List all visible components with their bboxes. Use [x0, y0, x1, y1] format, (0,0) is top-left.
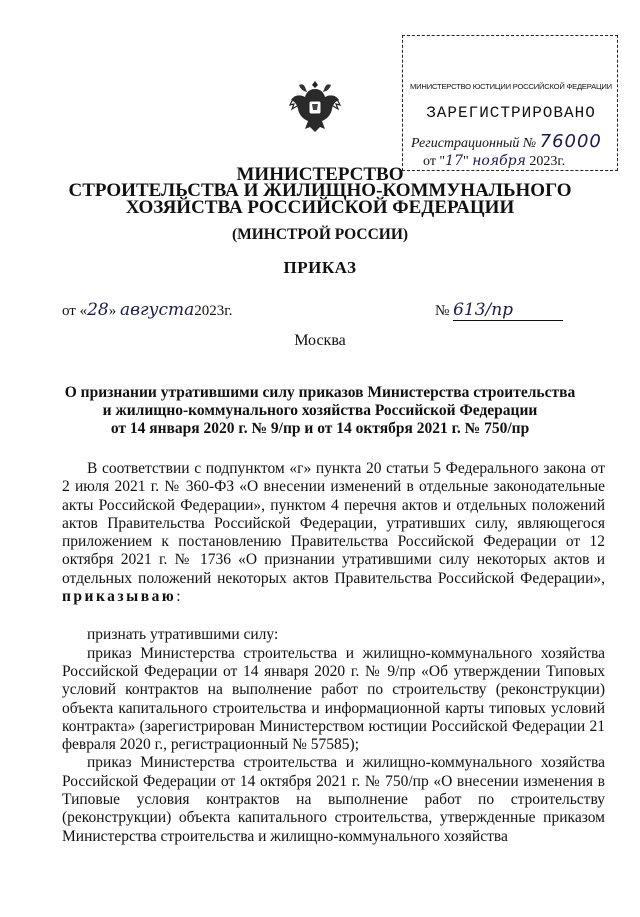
decision-paragraph: признать утратившими силу:: [87, 626, 279, 644]
order-date-year: 2023: [194, 303, 225, 319]
stamp-reg-value: 76000: [539, 131, 602, 152]
document-kind: ПРИКАЗ: [283, 258, 357, 277]
stamp-date-year: 2023: [529, 154, 558, 169]
preamble-paragraph: [62, 460, 605, 606]
stamp-date-day: 17: [445, 153, 463, 169]
preamble-text: В соответствии с подпунктом «г» пункта 20 статьи 5 Федерального закона от 2 июля 2021 г. № 360-ФЗ «О внесении изменений в отдельные законодательные акты Российской Федерации», пунктом 4 перечня актов и отдельных положений актов Правительства Российской Федерации, утративших силу, являющегося приложением к постановлению Правительства Российской Федерации от 12 октября 2021 г. № 1736 «О признании утратившими силу некоторых актов и отдельных положений некоторых актов Правительства Российской Федерации»,: [62, 460, 605, 587]
ministry-short-name: (МИНСТРОЙ РОССИИ): [231, 226, 409, 243]
stamp-date-prefix: от ": [423, 154, 446, 169]
stamp-date-suffix: г.: [557, 154, 566, 169]
order-date: [62, 300, 232, 320]
order-body: [62, 460, 605, 846]
city: Москва: [294, 332, 346, 349]
repealed-order-1: приказ Министерства строительства и жилищно-коммунального хозяйства Российской Федерации от 14 января 2020 г. № 9/пр «Об утверждении Типовых условий контрактов на выполнение работ по строительству (реконструкции) объекта капитального строительства и информационной карты типовых условий контракта» (зарегистрирован Министерством юстиции Российской Федерации 21 февраля 2020 г., регистрационный № 57585);: [62, 644, 605, 754]
coat-of-arms-emblem-icon: [287, 75, 343, 137]
ministry-title-line3: ХОЗЯЙСТВА РОССИЙСКОЙ ФЕДЕРАЦИИ: [125, 197, 515, 218]
repealed-order-2: приказ Министерства строительства и жилищно-коммунального хозяйства Российской Федерации от 14 октября 2021 г. № 750/пр «О внесении изменения в Типовые условия контрактов на выполнение работ по строительству (реконструкции) объекта капитального строительства, утвержденные приказом Министерства строительства и жилищно-коммунального хозяйства: [62, 754, 605, 845]
order-date-month: августа: [120, 300, 195, 320]
order-title-line2: и жилищно-коммунального хозяйства Российской Федерации: [102, 402, 538, 419]
order-number: [435, 300, 563, 321]
stamp-registration-number: [411, 131, 602, 152]
order-number-prefix: №: [435, 303, 450, 319]
ministry-title-line2: СТРОИТЕЛЬСТВА И ЖИЛИЩНО-КОММУНАЛЬНОГО: [68, 180, 572, 201]
order-date-day: 28: [87, 300, 109, 320]
order-word: приказываю: [62, 588, 177, 606]
stamp-date-month: ноября: [472, 153, 526, 169]
order-title: [60, 384, 580, 438]
order-title-line1: О признании утратившими силу приказов Министерства строительства: [64, 384, 576, 401]
ministry-title-line1: МИНИСТЕРСТВО: [236, 164, 404, 185]
stamp-date-sep: ": [462, 154, 469, 169]
stamp-ministry-name: МИНИСТЕРСТВО ЮСТИЦИИ РОССИЙСКОЙ ФЕДЕРАЦИИ: [410, 82, 612, 91]
registration-stamp: [402, 35, 618, 171]
order-colon: :: [176, 588, 181, 606]
order-date-close: »: [108, 303, 117, 319]
stamp-status: ЗАРЕГИСТРИРОВАНО: [426, 104, 596, 122]
order-number-value: 613/пр: [453, 300, 514, 320]
stamp-reg-label: Регистрационный №: [411, 136, 537, 151]
order-date-prefix: от «: [62, 303, 88, 319]
order-title-line3: от 14 января 2020 г. № 9/пр и от 14 октября 2021 г. № 750/пр: [110, 420, 530, 437]
order-date-suffix: г.: [224, 303, 233, 319]
